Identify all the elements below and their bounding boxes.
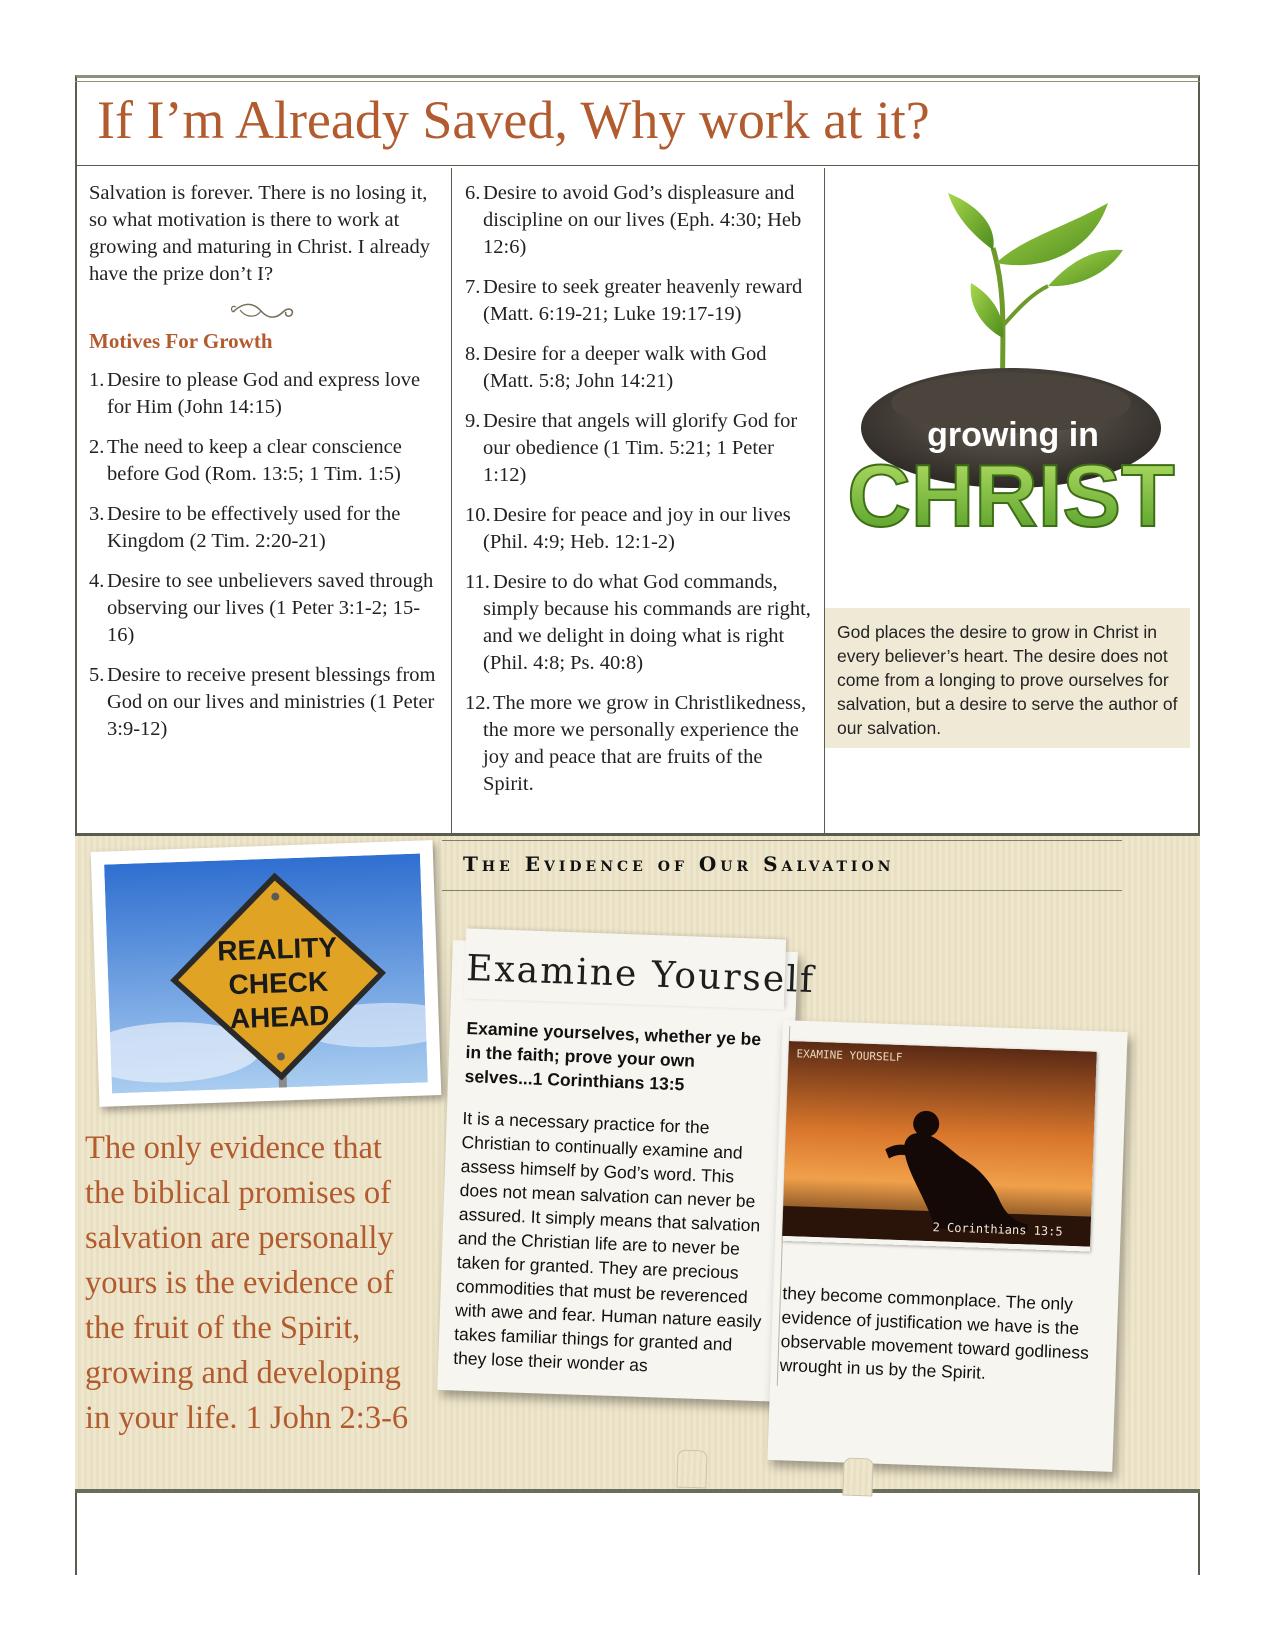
column-left — [77, 168, 450, 833]
praying-man-photo — [782, 1041, 1097, 1252]
divider — [442, 890, 1122, 891]
evidence-heading: The Evidence of Our Salvation — [463, 852, 895, 876]
column-right — [824, 168, 1198, 833]
intro-text: Salvation is forever. There is no losing it, so what motivation is there to work at growing and maturing in Christ. I already have the prize don’t I? — [89, 182, 431, 285]
scripture-quote: Examine yourselves, whether ye be in the faith; prove your own selves...1 Corinthians 13:5 — [464, 1017, 762, 1095]
photo-label-top: EXAMINE YOURSELF — [796, 1047, 903, 1064]
list-item: 2. The need to keep a clear conscience before God (Rom. 13:5; 1 Tim. 1:5) — [89, 436, 402, 485]
column-middle — [451, 168, 824, 833]
bottom-section — [75, 833, 1200, 1493]
card-notch — [676, 1449, 707, 1488]
reality-check-photo — [91, 840, 442, 1107]
examine-body-part1: It is a necessary practice for the Christian to continually examine and assess himself by God’s word. This does not mean salvation can never be assured. It simply means that salvation and the Christian life are to never be taken for granted. They are precious commodities that must be reverenced with awe and fear. Human nature easily takes familiar things for granted and they lose their wonder as — [452, 1107, 762, 1376]
card-notch — [842, 1457, 873, 1496]
list-item: 1. Desire to please God and express love for Him (John 14:15) — [89, 369, 421, 418]
sign-line-2: CHECK — [228, 965, 329, 1001]
list-item: 10. Desire for peace and joy in our lives (Phil. 4:9; Heb. 12:1-2) — [465, 504, 791, 553]
title-bar — [75, 81, 1200, 166]
evidence-pull-quote: The only evidence that the biblical promises of salvation are personally yours is the evidence of the fruit of the Spirit, growing and developing in your life. 1 John 2:3-6 — [85, 1130, 409, 1436]
list-item: 8. Desire for a deeper walk with God (Matt. 5:8; John 14:21) — [465, 343, 767, 392]
list-item: 9. Desire that angels will glorify God for our obedience (1 Tim. 5:21; 1 Peter 1:12) — [465, 410, 798, 486]
sign-line-1: REALITY — [216, 931, 338, 967]
photo-label-bottom: 2 Corinthians 13:5 — [932, 1220, 1063, 1239]
page-title: If I’m Already Saved, Why work at it? — [97, 90, 930, 150]
sign-line-3: AHEAD — [229, 999, 330, 1035]
list-item: 6. Desire to avoid God’s displeasure and discipline on our lives (Eph. 4:30; Heb 12:6) — [465, 182, 802, 258]
plant-image-text-main: CHRIST — [847, 446, 1175, 545]
motives-list-2 — [465, 180, 814, 798]
motives-list-1 — [89, 367, 436, 743]
list-item: 3. Desire to be effectively used for the Kingdom (2 Tim. 2:20-21) — [89, 503, 401, 552]
image-caption: God places the desire to grow in Christ in every believer’s heart. The desire does not come from a longing to prove ourselves for salvation, but a desire to serve the author of our salvation. — [825, 608, 1190, 748]
list-item: 4. Desire to see unbelievers saved through observing our lives (1 Peter 3:1-2; 15-16) — [89, 570, 434, 646]
growing-in-christ-image — [833, 188, 1189, 598]
plant-image-text-top: growing in — [927, 416, 1099, 454]
divider — [442, 840, 1122, 841]
list-item: 11. Desire to do what God commands, simply because his commands are right, and we delight in doing what is right (Phil. 4:8; Ps. 40:8) — [465, 571, 811, 674]
list-item: 5. Desire to receive present blessings from God on our lives and ministries (1 Peter 3:9-12) — [89, 664, 436, 740]
examine-title: Examine Yourself — [465, 948, 816, 1002]
list-item: 12. The more we grow in Christlikedness, the more we personally experience the joy and peace that are fruits of the Spirit. — [465, 692, 807, 795]
flourish-ornament-icon — [228, 298, 298, 324]
examine-body-part2: they become commonplace. The only evidence of justification we have is the observable movement toward godliness wrought in us by the Spirit. — [779, 1282, 1090, 1383]
motives-heading: Motives For Growth — [89, 329, 273, 353]
list-item: 7. Desire to seek greater heavenly reward (Matt. 6:19-21; Luke 19:17-19) — [465, 276, 803, 325]
